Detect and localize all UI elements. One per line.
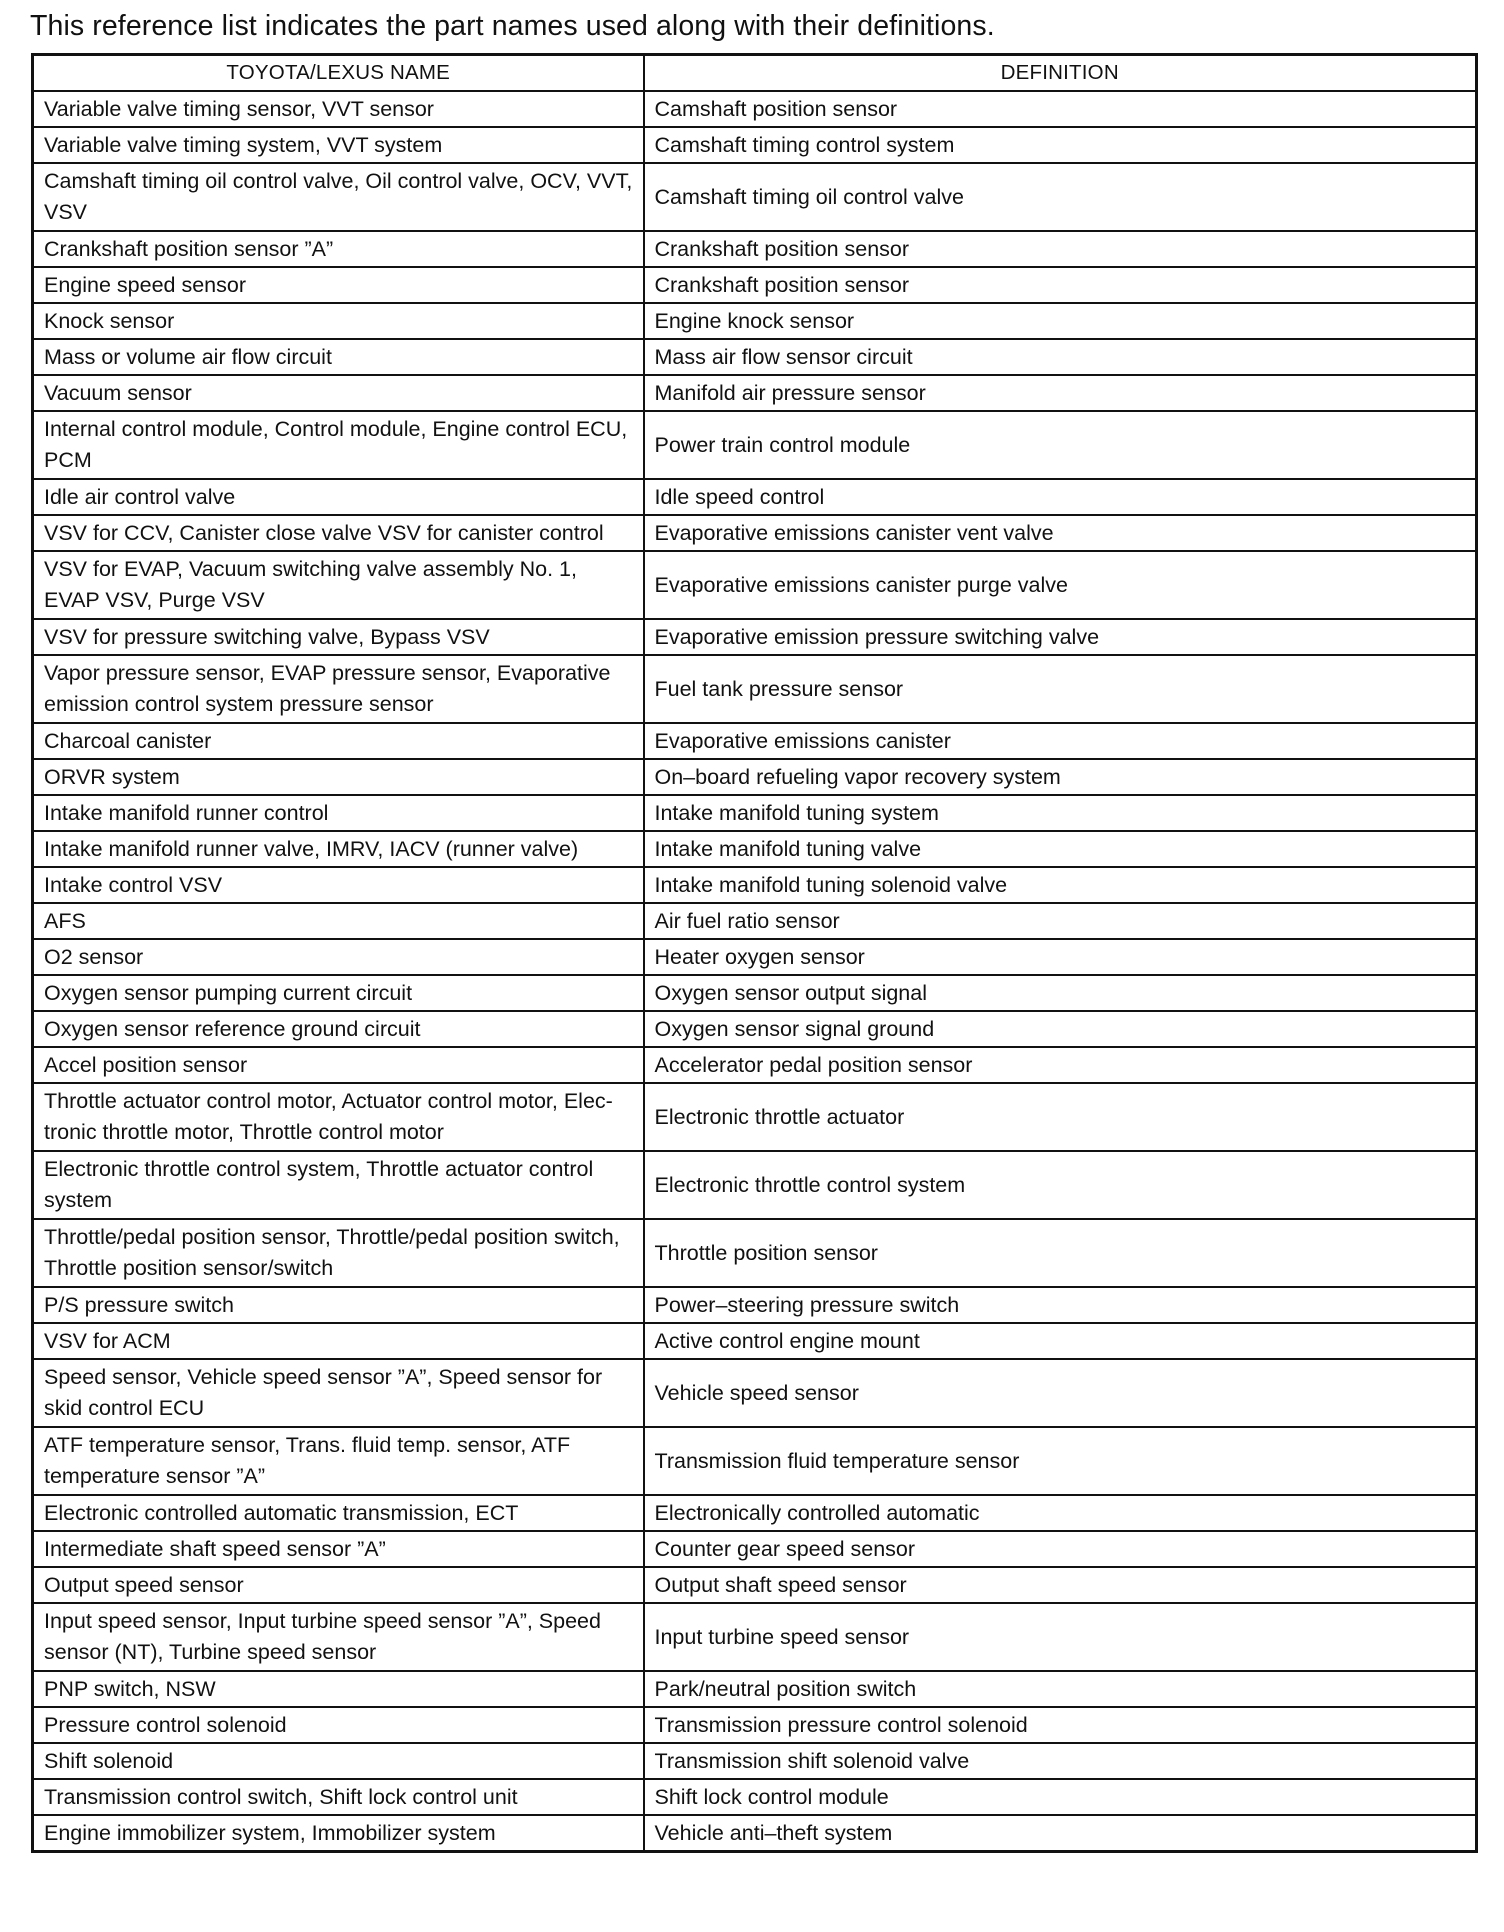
definition-cell: Vehicle anti–theft system bbox=[644, 1815, 1477, 1852]
definition-cell: Engine knock sensor bbox=[644, 303, 1477, 339]
table-row bbox=[33, 1707, 1477, 1743]
table-row bbox=[33, 163, 1477, 231]
table-row bbox=[33, 867, 1477, 903]
definition-cell: Output shaft speed sensor bbox=[644, 1567, 1477, 1603]
part-name-cell: Engine immobilizer system, Immobilizer system bbox=[33, 1815, 644, 1852]
table-row bbox=[33, 1287, 1477, 1323]
part-name-cell: Vacuum sensor bbox=[33, 375, 644, 411]
definition-cell: Electronically controlled automatic bbox=[644, 1495, 1477, 1531]
table-row bbox=[33, 723, 1477, 759]
part-name-cell: Throttle/pedal position sensor, Throttle/pedal position switch, Throttle position sensor/switch bbox=[33, 1219, 644, 1287]
part-name-cell: O2 sensor bbox=[33, 939, 644, 975]
part-name-cell: Oxygen sensor reference ground circuit bbox=[33, 1011, 644, 1047]
table-row bbox=[33, 375, 1477, 411]
part-name-cell: ORVR system bbox=[33, 759, 644, 795]
part-name-cell: Output speed sensor bbox=[33, 1567, 644, 1603]
part-name-cell: VSV for pressure switching valve, Bypass VSV bbox=[33, 619, 644, 655]
table-row bbox=[33, 1815, 1477, 1852]
part-name-cell: AFS bbox=[33, 903, 644, 939]
definition-cell: Mass air flow sensor circuit bbox=[644, 339, 1477, 375]
table-row bbox=[33, 479, 1477, 515]
definition-cell: Transmission shift solenoid valve bbox=[644, 1743, 1477, 1779]
part-name-cell: Intake manifold runner valve, IMRV, IACV (runner valve) bbox=[33, 831, 644, 867]
part-name-cell: PNP switch, NSW bbox=[33, 1671, 644, 1707]
column-header-definition: DEFINITION bbox=[644, 55, 1477, 92]
table-row bbox=[33, 1359, 1477, 1427]
table-row bbox=[33, 127, 1477, 163]
table-row bbox=[33, 339, 1477, 375]
table-row bbox=[33, 303, 1477, 339]
part-name-cell: Electronic controlled automatic transmission, ECT bbox=[33, 1495, 644, 1531]
table-row bbox=[33, 1603, 1477, 1671]
part-name-cell: Speed sensor, Vehicle speed sensor ”A”, Speed sensor for skid control ECU bbox=[33, 1359, 644, 1427]
definition-cell: Accelerator pedal position sensor bbox=[644, 1047, 1477, 1083]
definition-cell: Input turbine speed sensor bbox=[644, 1603, 1477, 1671]
part-name-cell: Vapor pressure sensor, EVAP pressure sensor, Evaporative emission control system pressure sensor bbox=[33, 655, 644, 723]
definition-cell: Evaporative emission pressure switching valve bbox=[644, 619, 1477, 655]
definition-cell: Evaporative emissions canister bbox=[644, 723, 1477, 759]
table-row bbox=[33, 1083, 1477, 1151]
definition-cell: Oxygen sensor signal ground bbox=[644, 1011, 1477, 1047]
definition-cell: Oxygen sensor output signal bbox=[644, 975, 1477, 1011]
table-row bbox=[33, 231, 1477, 267]
part-name-cell: Idle air control valve bbox=[33, 479, 644, 515]
table-row bbox=[33, 267, 1477, 303]
part-name-cell: Electronic throttle control system, Throttle actuator control system bbox=[33, 1151, 644, 1219]
part-name-cell: Charcoal canister bbox=[33, 723, 644, 759]
definition-cell: Electronic throttle actuator bbox=[644, 1083, 1477, 1151]
column-header-name: TOYOTA/LEXUS NAME bbox=[33, 55, 644, 92]
table-row bbox=[33, 1151, 1477, 1219]
part-name-cell: Transmission control switch, Shift lock control unit bbox=[33, 1779, 644, 1815]
part-name-cell: Intake manifold runner control bbox=[33, 795, 644, 831]
definition-cell: Heater oxygen sensor bbox=[644, 939, 1477, 975]
definition-cell: Power–steering pressure switch bbox=[644, 1287, 1477, 1323]
table-row bbox=[33, 1531, 1477, 1567]
definition-cell: Fuel tank pressure sensor bbox=[644, 655, 1477, 723]
definition-cell: Intake manifold tuning solenoid valve bbox=[644, 867, 1477, 903]
part-name-cell: Camshaft timing oil control valve, Oil control valve, OCV, VVT, VSV bbox=[33, 163, 644, 231]
table-row bbox=[33, 1567, 1477, 1603]
definition-cell: Crankshaft position sensor bbox=[644, 231, 1477, 267]
definition-cell: Idle speed control bbox=[644, 479, 1477, 515]
definition-cell: Evaporative emissions canister vent valve bbox=[644, 515, 1477, 551]
part-name-cell: VSV for ACM bbox=[33, 1323, 644, 1359]
table-row bbox=[33, 795, 1477, 831]
part-name-cell: Internal control module, Control module, Engine control ECU, PCM bbox=[33, 411, 644, 479]
header-row bbox=[33, 55, 1477, 92]
part-name-cell: Pressure control solenoid bbox=[33, 1707, 644, 1743]
definition-cell: Counter gear speed sensor bbox=[644, 1531, 1477, 1567]
definition-cell: On–board refueling vapor recovery system bbox=[644, 759, 1477, 795]
table-row bbox=[33, 759, 1477, 795]
definition-cell: Electronic throttle control system bbox=[644, 1151, 1477, 1219]
part-name-cell: Variable valve timing sensor, VVT sensor bbox=[33, 91, 644, 127]
definition-cell: Transmission fluid temperature sensor bbox=[644, 1427, 1477, 1495]
part-name-cell: VSV for CCV, Canister close valve VSV for canister control bbox=[33, 515, 644, 551]
table-row bbox=[33, 975, 1477, 1011]
definition-cell: Evaporative emissions canister purge valve bbox=[644, 551, 1477, 619]
definition-cell: Manifold air pressure sensor bbox=[644, 375, 1477, 411]
definition-cell: Transmission pressure control solenoid bbox=[644, 1707, 1477, 1743]
table-body bbox=[33, 91, 1477, 1852]
part-name-cell: Engine speed sensor bbox=[33, 267, 644, 303]
definition-cell: Power train control module bbox=[644, 411, 1477, 479]
part-name-cell: Intake control VSV bbox=[33, 867, 644, 903]
table-row bbox=[33, 1323, 1477, 1359]
table-row bbox=[33, 411, 1477, 479]
reference-table bbox=[31, 53, 1478, 1853]
definition-cell: Intake manifold tuning valve bbox=[644, 831, 1477, 867]
definition-cell: Shift lock control module bbox=[644, 1779, 1477, 1815]
table-row bbox=[33, 1671, 1477, 1707]
table-row bbox=[33, 939, 1477, 975]
table-row bbox=[33, 831, 1477, 867]
definition-cell: Air fuel ratio sensor bbox=[644, 903, 1477, 939]
part-name-cell: Mass or volume air flow circuit bbox=[33, 339, 644, 375]
table-row bbox=[33, 1219, 1477, 1287]
table-row bbox=[33, 1011, 1477, 1047]
definition-cell: Park/neutral position switch bbox=[644, 1671, 1477, 1707]
intro-text: This reference list indicates the part names used along with their definitions. bbox=[30, 10, 995, 42]
table-row bbox=[33, 903, 1477, 939]
definition-cell: Vehicle speed sensor bbox=[644, 1359, 1477, 1427]
part-name-cell: Shift solenoid bbox=[33, 1743, 644, 1779]
part-name-cell: Input speed sensor, Input turbine speed sensor ”A”, Speed sensor (NT), Turbine speed sensor bbox=[33, 1603, 644, 1671]
table-row bbox=[33, 515, 1477, 551]
definition-cell: Throttle position sensor bbox=[644, 1219, 1477, 1287]
part-name-cell: Knock sensor bbox=[33, 303, 644, 339]
table-header bbox=[33, 55, 1477, 92]
part-name-cell: Throttle actuator control motor, Actuator control motor, Elec-tronic throttle motor, Throttle control motor bbox=[33, 1083, 644, 1151]
part-name-cell: Oxygen sensor pumping current circuit bbox=[33, 975, 644, 1011]
part-name-cell: ATF temperature sensor, Trans. fluid temp. sensor, ATF temperature sensor ”A” bbox=[33, 1427, 644, 1495]
definition-cell: Camshaft timing control system bbox=[644, 127, 1477, 163]
table-row bbox=[33, 1779, 1477, 1815]
table-row bbox=[33, 1743, 1477, 1779]
definition-cell: Camshaft position sensor bbox=[644, 91, 1477, 127]
part-name-cell: Intermediate shaft speed sensor ”A” bbox=[33, 1531, 644, 1567]
part-name-cell: P/S pressure switch bbox=[33, 1287, 644, 1323]
part-name-cell: Variable valve timing system, VVT system bbox=[33, 127, 644, 163]
table-row bbox=[33, 1495, 1477, 1531]
definition-cell: Camshaft timing oil control valve bbox=[644, 163, 1477, 231]
table-row bbox=[33, 655, 1477, 723]
definition-cell: Crankshaft position sensor bbox=[644, 267, 1477, 303]
table-row bbox=[33, 91, 1477, 127]
part-name-cell: Crankshaft position sensor ”A” bbox=[33, 231, 644, 267]
table-row bbox=[33, 1427, 1477, 1495]
table-row bbox=[33, 619, 1477, 655]
definition-cell: Intake manifold tuning system bbox=[644, 795, 1477, 831]
definition-cell: Active control engine mount bbox=[644, 1323, 1477, 1359]
table-row bbox=[33, 1047, 1477, 1083]
part-name-cell: Accel position sensor bbox=[33, 1047, 644, 1083]
part-name-cell: VSV for EVAP, Vacuum switching valve assembly No. 1, EVAP VSV, Purge VSV bbox=[33, 551, 644, 619]
table-row bbox=[33, 551, 1477, 619]
